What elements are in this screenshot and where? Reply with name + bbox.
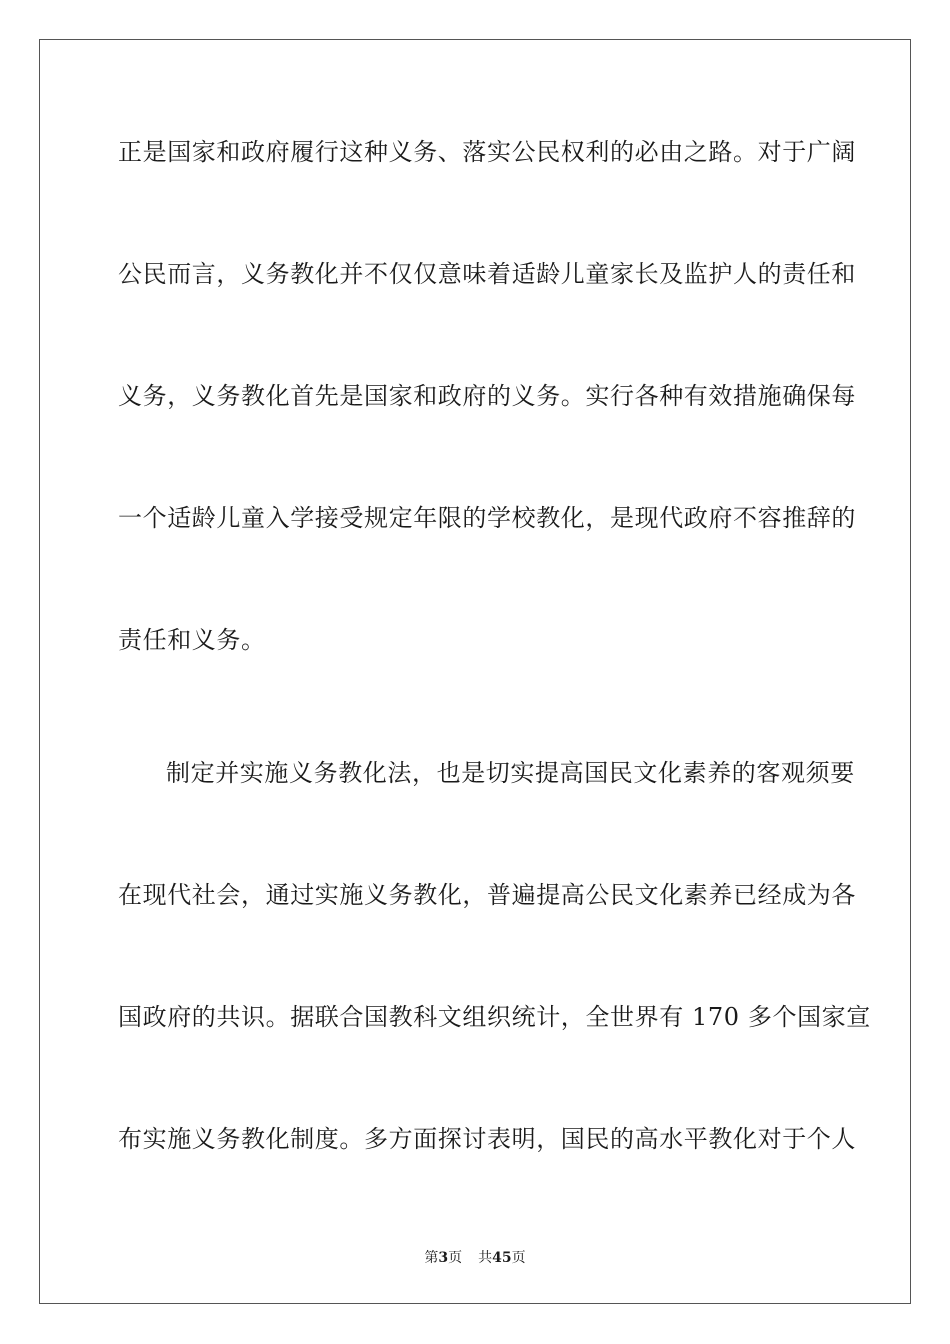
page-border: [39, 39, 911, 1304]
text-line: 国政府的共识。据联合国教科文组织统计，全世界有 170 多个国家宣: [118, 1003, 871, 1031]
text-line: 在现代社会，通过实施义务教化，普遍提高公民文化素养已经成为各: [118, 881, 856, 909]
total-suffix: 页: [511, 1250, 526, 1266]
paragraph-first-line: 制定并实施义务教化法，也是切实提高国民文化素养的客观须要: [166, 759, 855, 787]
text-line: 公民而言，义务教化并不仅仅意味着适龄儿童家长及监护人的责任和: [118, 260, 856, 288]
total-pages: 45: [492, 1250, 512, 1266]
text-line: 一个适龄儿童入学接受规定年限的学校教化，是现代政府不容推辞的: [118, 504, 856, 532]
page-prefix: 第: [424, 1250, 439, 1266]
text-line: 正是国家和政府履行这种义务、落实公民权利的必由之路。对于广阔: [118, 138, 856, 166]
page-number: 3: [438, 1250, 449, 1266]
page-footer: [0, 1249, 950, 1267]
page-number-label: [424, 1250, 462, 1266]
total-prefix: 共: [478, 1250, 493, 1266]
text-line: 布实施义务教化制度。多方面探讨表明，国民的高水平教化对于个人: [118, 1125, 856, 1153]
total-pages-label: [478, 1250, 525, 1266]
page-suffix: 页: [448, 1250, 463, 1266]
text-line: 义务，义务教化首先是国家和政府的义务。实行各种有效措施确保每: [118, 382, 856, 410]
text-line: 责任和义务。: [118, 626, 266, 654]
